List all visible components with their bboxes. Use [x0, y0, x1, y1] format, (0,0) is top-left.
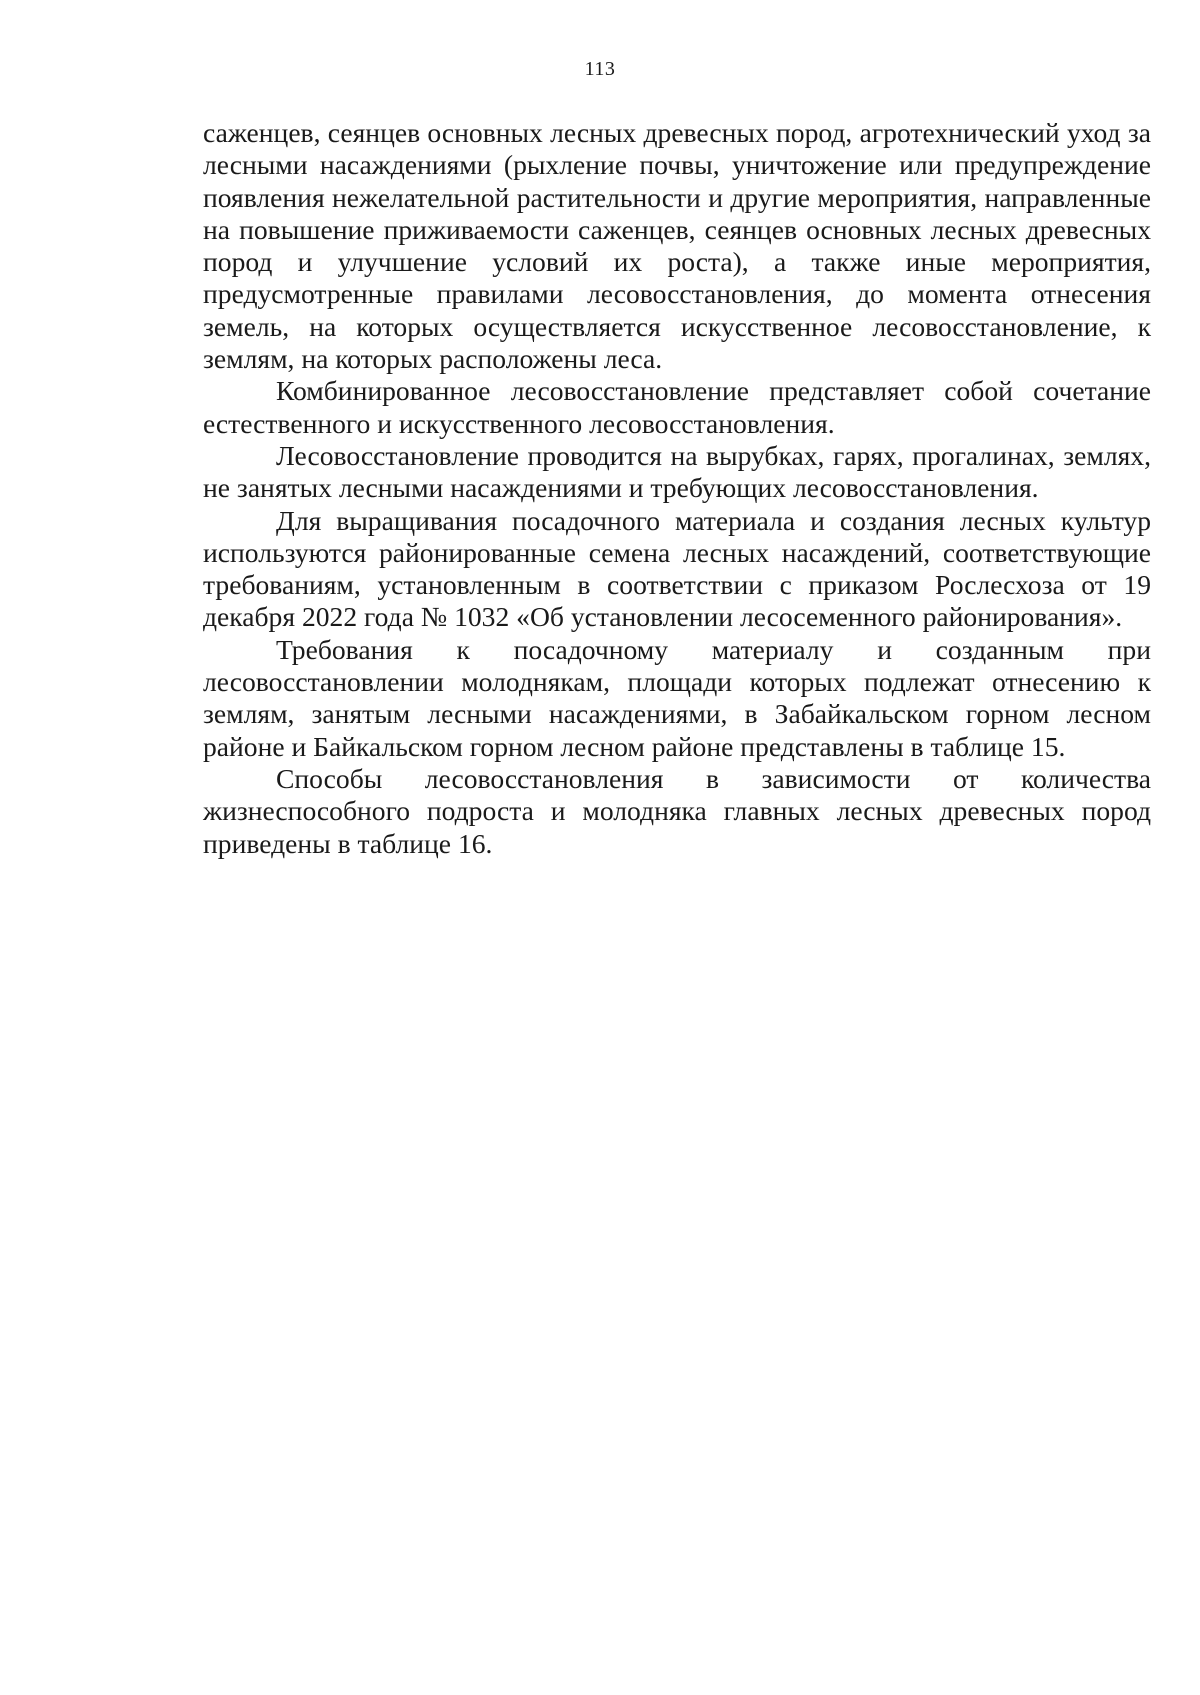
paragraph-continuation: саженцев, сеянцев основных лесных древесных пород, агротехнический уход за лесными насаждениями (рыхление почвы, уничтожение или предупреждение появления нежелательной растительности и другие мероприятия, направленные на повышение приживаемости саженцев, сеянцев основных лесных древесных пород и улучшение условий их роста), а также иные мероприятия, предусмотренные правилами лесовосстановления, до момента отнесения земель, на которых осуществляется искусственное лесовосстановление, к землям, на которых расположены леса. [203, 117, 1151, 375]
paragraph-table-16-reference: Способы лесовосстановления в зависимости от количества жизнеспособного подроста и молодняка главных лесных древесных пород приведены в таблице 16. [203, 762, 1151, 859]
paragraph-combined-reforestation: Комбинированное лесовосстановление представляет собой сочетание естественного и искусственного лесовосстановления. [203, 375, 1151, 439]
paragraph-reforestation-locations: Лесовосстановление проводится на вырубках, гарях, прогалинах, землях, не занятых лесными насаждениями и требующих лесовосстановления. [203, 439, 1151, 504]
body-text [203, 117, 1151, 860]
paragraph-table-15-reference: Требования к посадочному материалу и созданным при лесовосстановлении молоднякам, площади которых подлежат отнесению к землям, занятым лесными насаждениями, в Забайкальском горном лесном районе и Байкальском горном лесном районе представлены в таблице 15. [203, 633, 1151, 762]
paragraph-seed-requirements: Для выращивания посадочного материала и создания лесных культур используются районированные семена лесных насаждений, соответствующие требованиям, установленным в соответствии с приказом Рослесхоза от 19 декабря 2022 года № 1032 «Об установлении лесосеменного районирования». [203, 504, 1151, 633]
page-number: 113 [584, 58, 616, 80]
